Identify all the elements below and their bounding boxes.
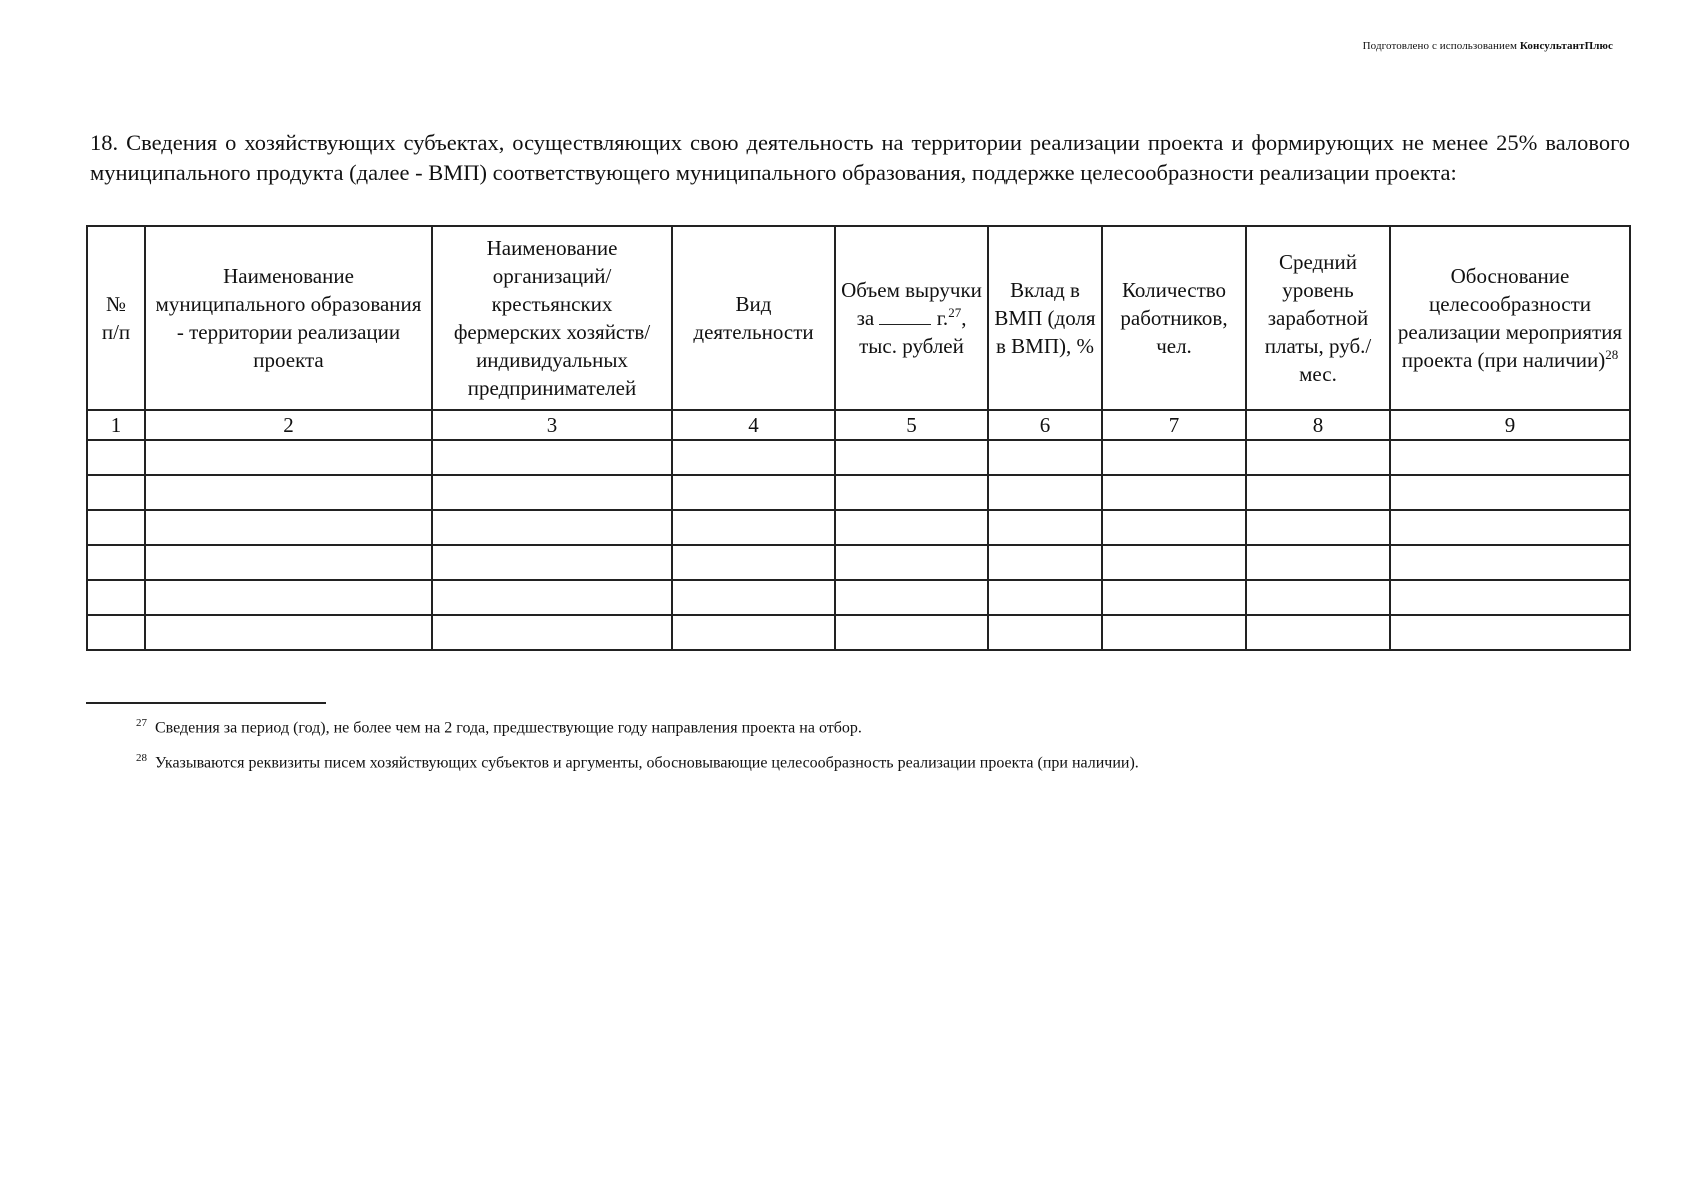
table-row (87, 580, 1630, 615)
table-cell[interactable] (1390, 580, 1630, 615)
column-number: 3 (432, 410, 672, 440)
header-revenue-g: г. (936, 306, 949, 330)
table-cell[interactable] (87, 615, 145, 650)
footnote-text: Сведения за период (год), не более чем на 2 года, предшествующие году направления проекта на отбор. (155, 719, 862, 737)
header-revenue-label: Объем выручки (841, 278, 982, 302)
table-cell[interactable] (672, 440, 835, 475)
table-cell[interactable] (1102, 545, 1246, 580)
header-note (1363, 40, 1613, 52)
table-cell[interactable] (988, 615, 1102, 650)
table-cell[interactable] (1246, 545, 1390, 580)
table-cell[interactable] (835, 545, 988, 580)
footnote-ref-27: 27 (948, 305, 962, 320)
footnote-separator (86, 702, 326, 704)
footnote-number: 27 (136, 717, 147, 729)
table-cell[interactable] (988, 475, 1102, 510)
table-body (87, 440, 1630, 650)
table-cell[interactable] (1246, 580, 1390, 615)
column-number: 7 (1102, 410, 1246, 440)
intro-paragraph: 18. Сведения о хозяйствующих субъектах, осуществляющих свою деятельность на территории реализации проекта и формирующих не менее 25% валового муниципального продукта (далее - ВМП) соответствующего муниципального образования, поддержке целесообразности реализации проекта: (90, 130, 1630, 185)
table-cell[interactable] (988, 580, 1102, 615)
footnote-27 (136, 708, 1139, 743)
table-cell[interactable] (988, 545, 1102, 580)
table-cell[interactable] (672, 615, 835, 650)
header-justification-label: Обоснование целесообразности реализации мероприятия проекта (при наличии) (1397, 264, 1623, 372)
table-row (87, 440, 1630, 475)
column-number-row (87, 410, 1630, 440)
header-number-pp: п/п (101, 320, 131, 344)
table-cell[interactable] (672, 580, 835, 615)
column-number: 2 (145, 410, 432, 440)
table-cell[interactable] (835, 615, 988, 650)
footnote-text: Указываются реквизиты писем хозяйствующих субъектов и аргументы, обосновывающие целесообразность реализации проекта (при наличии). (155, 754, 1139, 772)
table-cell[interactable] (835, 475, 988, 510)
column-number: 6 (988, 410, 1102, 440)
table-cell[interactable] (1390, 510, 1630, 545)
header-cell-vmp-share: Вклад в ВМП (доля в ВМП), % (988, 226, 1102, 410)
year-blank-line (879, 306, 931, 325)
table-cell[interactable] (87, 510, 145, 545)
table-cell[interactable] (145, 545, 432, 580)
footnotes (136, 708, 1139, 779)
table-cell[interactable] (1246, 475, 1390, 510)
column-number: 8 (1246, 410, 1390, 440)
table-cell[interactable] (1246, 510, 1390, 545)
header-number-sign: № (105, 292, 127, 316)
table-cell[interactable] (145, 475, 432, 510)
table-cell[interactable] (835, 440, 988, 475)
column-number: 5 (835, 410, 988, 440)
table-cell[interactable] (432, 615, 672, 650)
table-row (87, 510, 1630, 545)
table-cell[interactable] (1390, 475, 1630, 510)
column-number: 1 (87, 410, 145, 440)
header-cell-salary: Средний уровень заработной платы, руб./мес. (1246, 226, 1390, 410)
table-cell[interactable] (988, 510, 1102, 545)
business-entities-table (86, 225, 1631, 651)
header-cell-municipality: Наименование муниципального образования - территории реализации проекта (145, 226, 432, 410)
table-cell[interactable] (145, 440, 432, 475)
table-header-row (87, 226, 1630, 410)
footnote-ref-28: 28 (1605, 347, 1619, 362)
table-cell[interactable] (1102, 440, 1246, 475)
table-cell[interactable] (988, 440, 1102, 475)
table-cell[interactable] (87, 440, 145, 475)
header-cell-organizations: Наименование организаций/ крестьянских фермерских хозяйств/ индивидуальных предпринимателей (432, 226, 672, 410)
column-number: 4 (672, 410, 835, 440)
table-cell[interactable] (1390, 440, 1630, 475)
table-cell[interactable] (87, 580, 145, 615)
table-cell[interactable] (1246, 440, 1390, 475)
column-number: 9 (1390, 410, 1630, 440)
table-cell[interactable] (1246, 615, 1390, 650)
table-cell[interactable] (432, 510, 672, 545)
header-cell-justification (1390, 226, 1630, 410)
header-revenue-za: за (856, 306, 875, 330)
header-revenue-comma: , (961, 306, 967, 330)
header-cell-number (87, 226, 145, 410)
header-cell-employees: Количество работников, чел. (1102, 226, 1246, 410)
table-cell[interactable] (432, 440, 672, 475)
table-cell[interactable] (1102, 475, 1246, 510)
header-cell-revenue (835, 226, 988, 410)
table-cell[interactable] (432, 580, 672, 615)
table-cell[interactable] (145, 615, 432, 650)
table-cell[interactable] (432, 545, 672, 580)
table-cell[interactable] (1102, 580, 1246, 615)
table-cell[interactable] (145, 580, 432, 615)
table-row (87, 615, 1630, 650)
table-cell[interactable] (87, 475, 145, 510)
table-cell[interactable] (835, 510, 988, 545)
table-cell[interactable] (835, 580, 988, 615)
table-cell[interactable] (145, 510, 432, 545)
header-brand: КонсультантПлюс (1519, 40, 1613, 52)
table-cell[interactable] (1390, 615, 1630, 650)
table-cell[interactable] (672, 475, 835, 510)
table-cell[interactable] (87, 545, 145, 580)
table-cell[interactable] (672, 510, 835, 545)
footnote-number: 28 (136, 752, 147, 765)
table-cell[interactable] (1102, 510, 1246, 545)
table-cell[interactable] (672, 545, 835, 580)
table-cell[interactable] (432, 475, 672, 510)
table-cell[interactable] (1102, 615, 1246, 650)
table-container (86, 225, 1631, 651)
table-cell[interactable] (1390, 545, 1630, 580)
header-prefix: Подготовлено с использованием (1362, 40, 1518, 52)
table-row (87, 475, 1630, 510)
header-revenue-unit: тыс. рублей (859, 334, 964, 358)
table-row (87, 545, 1630, 580)
header-cell-activity: Вид деятельности (672, 226, 835, 410)
footnote-28 (136, 743, 1139, 778)
